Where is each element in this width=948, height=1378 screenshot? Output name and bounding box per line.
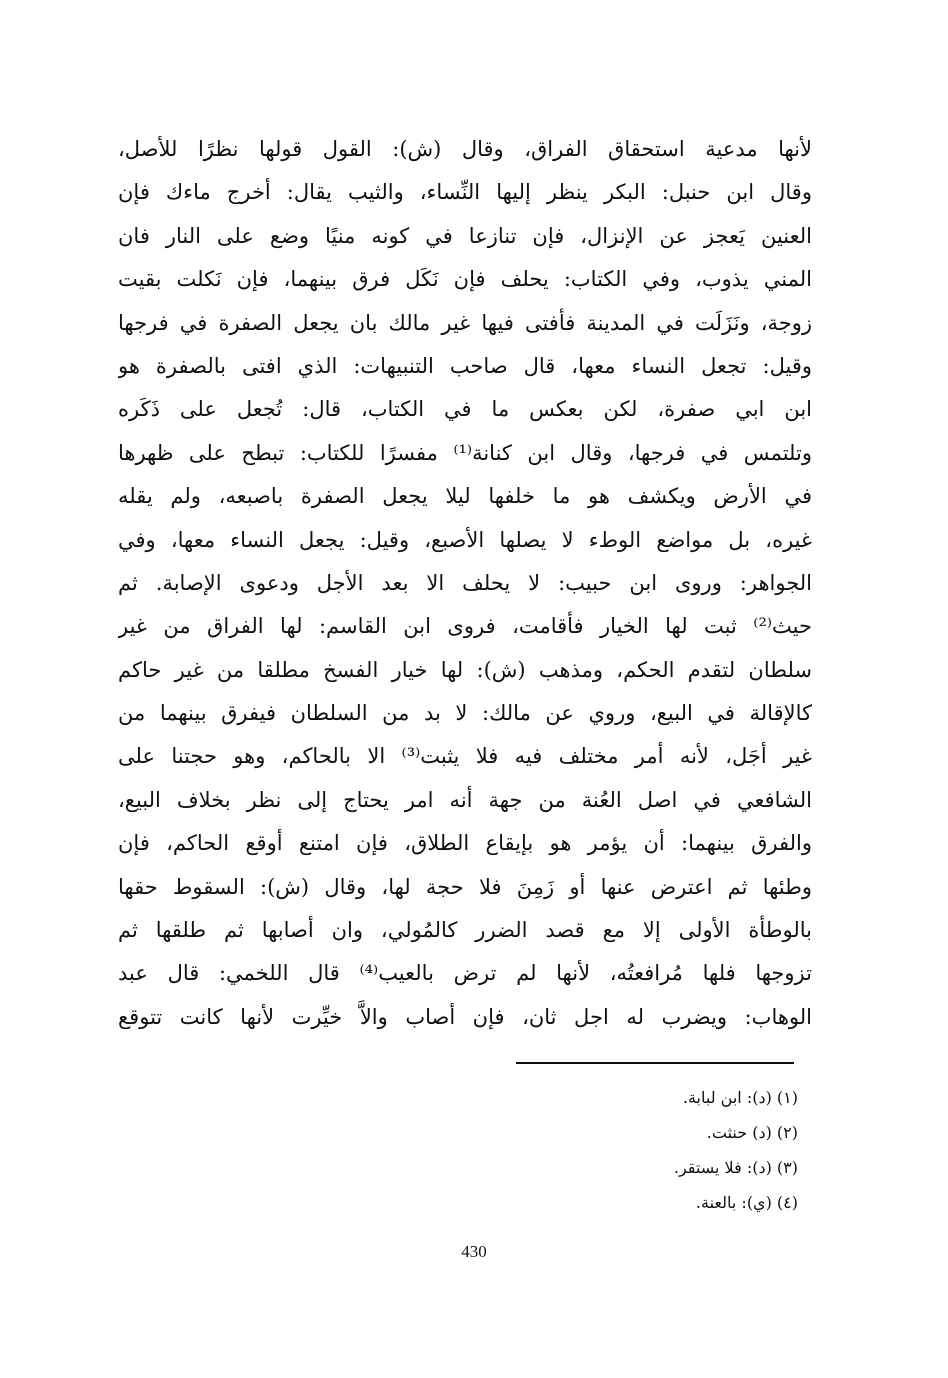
- text-line: الوهاب: ويضرب له اجل ثان، فإن أصاب والاَّ خيِّرت لأنها كانت تتوقع: [118, 1004, 812, 1029]
- text-line: وقال ابن حنبل: البكر ينظر إليها النِّساء، والثيب يقال: أخرج ماءك فإن: [118, 180, 812, 205]
- text-line: غيره، بل مواضع الوطء لا يصلها الأصبع، وقيل: يجعل النساء معها، وفي: [118, 527, 812, 552]
- text-line: في الأرض ويكشف هو ما خلفها ليلا يجعل الصفرة باصبعه، ولم يقله: [118, 484, 812, 509]
- text-line: تزوجها فلها مُرافعتُه، لأنها لم ترض بالعيب⁽⁴⁾ قال اللخمي: قال عبد: [118, 961, 812, 986]
- text-line: الجواهر: وروى ابن حبيب: لا يحلف الا بعد الأجل ودعوى الإصابة. ثم: [118, 570, 812, 595]
- footnote-divider: [516, 1062, 794, 1064]
- text-line: المني يذوب، وفي الكتاب: يحلف فإن نَكَل فرق بينهما، فإن نَكلت بقيت: [118, 267, 812, 292]
- text-line: بالوطأة الأولى إلا مع قصد الضرر كالمُولي، وان أصابها ثم طلقها ثم: [118, 918, 812, 943]
- text-line: حيث⁽²⁾ ثبت لها الخيار فأقامت، فروى ابن القاسم: لها الفراق من غير: [118, 614, 812, 639]
- text-line: سلطان لتقدم الحكم، ومذهب (ش): لها خيار الفسخ مطلقا من غير حاكم: [118, 657, 812, 682]
- text-line: كالإقالة في البيع، وروي عن مالك: لا بد من السلطان فيفرق بينهما من: [118, 701, 812, 726]
- text-line: ابن ابي صفرة، لكن بعكس ما في الكتاب، قال: تُجعل على ذَكَره: [118, 397, 812, 422]
- text-line: العنين يَعجز عن الإنزال، فإن تنازعا في كونه منيًا وضع على النار فان: [118, 223, 812, 248]
- footnote-item: (٣) (د): فلا يستقر.: [673, 1158, 798, 1177]
- text-line: والفرق بينهما: أن يؤمر هو بإيقاع الطلاق، فإن امتنع أوقع الحاكم، فإن: [118, 831, 812, 856]
- footnote-item: (٢) (د) حنثت.: [706, 1123, 798, 1142]
- text-line: الشافعي في اصل العُنة من جهة أنه امر يحتاج إلى نظر بخلاف البيع،: [118, 787, 812, 812]
- text-line: وتلتمس في فرجها، وقال ابن كنانة⁽¹⁾ مفسرًا للكتاب: تبطح على ظهرها: [118, 440, 812, 465]
- footnote-item: (١) (د): ابن لبابة.: [682, 1088, 798, 1107]
- text-line: وقيل: تجعل النساء معها، قال صاحب التنبيهات: الذي افتى بالصفرة هو: [118, 353, 812, 378]
- text-line: زوجة، ونَزَلَت في المدينة فأفتى فيها غير مالك بان يجعل الصفرة في فرجها: [118, 310, 812, 335]
- text-line: غير أجَل، لأنه أمر مختلف فيه فلا يثبت⁽³⁾ الا بالحاكم، وهو حجتنا على: [118, 744, 812, 769]
- text-line: وطئها ثم اعترض عنها أو زَمِنَ فلا حجة لها، وقال (ش): السقوط حقها: [118, 874, 812, 899]
- page-number: 430: [461, 1242, 487, 1261]
- footnote-item: (٤) (ي): بالعنة.: [695, 1193, 798, 1212]
- main-text-block: [118, 128, 812, 1039]
- footnotes: [418, 1080, 798, 1220]
- text-line: لأنها مدعية استحقاق الفراق، وقال (ش): القول قولها نظرًا للأصل،: [118, 137, 812, 161]
